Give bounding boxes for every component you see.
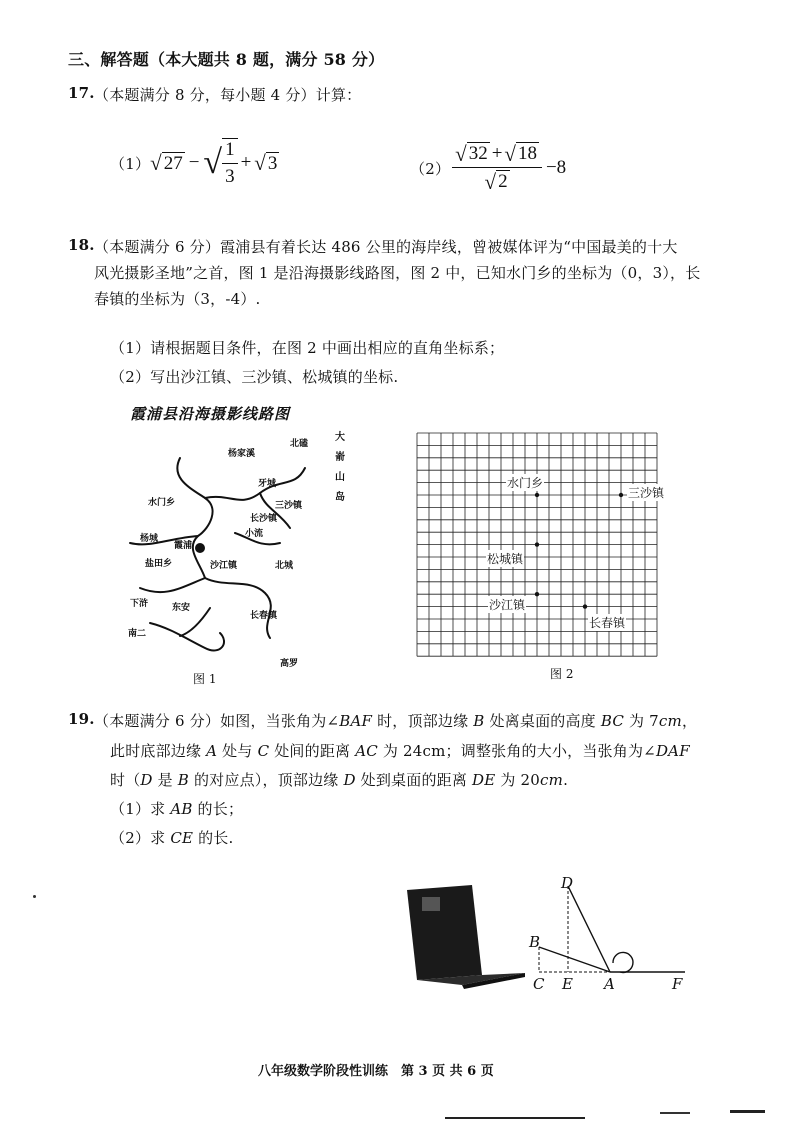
grid-point-changchun	[583, 604, 587, 608]
q17-number: 17.	[68, 84, 95, 102]
q19-sub1: （1）求 AB 的长；	[110, 800, 244, 818]
grid-point-shajiang	[535, 592, 539, 596]
map-title: 霞浦县沿海摄影线路图	[130, 405, 291, 423]
q18-sub1: （1）请根据题目条件，在图 2 中画出相应的直角坐标系；	[110, 339, 505, 357]
point-label-C: C	[533, 975, 545, 993]
q17-part1: （1） √ 27 − √ $\frac{1}{3}$ + √ 3	[110, 139, 278, 187]
grid-label-shajiang: 沙江镇	[489, 598, 526, 612]
q17-part2-label: （2）	[410, 159, 451, 178]
map-side-label: 大嵛山岛	[335, 432, 345, 503]
q18-line2: 风光摄影圣地”之首，图 1 是沿海摄影线路图，图 2 中，已知水门乡的坐标为（0，3），长	[94, 264, 701, 282]
q19-number: 19.	[68, 710, 95, 728]
q19-sub2: （2）求 CE 的长.	[110, 829, 234, 847]
q17-part2-fraction: √ 32 + √ 18 √ 2	[452, 142, 542, 195]
point-label-A: A	[604, 975, 615, 993]
scan-edge-mark-2	[730, 1110, 765, 1113]
map-city-dot	[195, 543, 205, 553]
q18-line1: （本题满分 6 分）霞浦县有着长达 486 公里的海岸线，曾被媒体评为“中国最美的十大	[94, 238, 678, 256]
q19-line1: （本题满分 6 分）如图，当张角为∠BAF 时，顶部边缘 B 处离桌面的高度 BC 为 7cm，	[94, 712, 698, 730]
grid-label-changchun: 长春镇	[589, 616, 626, 630]
point-label-D: D	[561, 874, 574, 892]
q19-line2: 此时底部边缘 A 处与 C 处间的距离 AC 为 24cm；调整张角的大小，当张角为∠DAF	[110, 742, 690, 760]
scan-edge-mark	[660, 1112, 690, 1114]
figure-1-map: 霞浦县沿海摄影线路图 大嵛山岛 北磕 杨家溪 牙城 水门乡 三沙镇 长沙镇 小流 杨城 霞浦 盐田乡 沙江镇 北城 下浒 东安 长春镇 南二 高罗 图 1	[110, 398, 360, 688]
q17-header: （本题满分 8 分，每小题 4 分）计算：	[94, 86, 362, 104]
q17-part2: （2） √ 32 + √ 18 √ 2 −8	[410, 141, 567, 194]
grid-label-sansha: 三沙镇	[628, 486, 665, 500]
q19-line3: 时（D 是 B 的对应点），顶部边缘 D 处到桌面的距离 DE 为 20cm.	[110, 771, 569, 789]
q18-number: 18.	[68, 236, 95, 254]
sqrt-one-third: √ $\frac{1}{3}$	[203, 138, 237, 188]
q18-line3: 春镇的坐标为（3，-4）.	[94, 290, 261, 308]
grid-point-songcheng	[535, 542, 539, 546]
scan-speck	[33, 895, 36, 898]
laptop-photo	[402, 885, 527, 995]
figure-2-caption: 图 2	[550, 667, 574, 681]
figure-1-caption: 图 1	[193, 672, 217, 686]
point-label-B: B	[529, 933, 541, 951]
section-title: 三、解答题（本大题共 8 题，满分 58 分）	[68, 50, 385, 69]
scan-edge-line	[445, 1117, 585, 1119]
point-label-E: E	[562, 975, 573, 993]
grid-label-songcheng: 松城镇	[487, 552, 524, 566]
sqrt-27: √ 27	[150, 151, 183, 176]
point-label-F: F	[672, 975, 683, 993]
grid-point-shuimen	[535, 493, 539, 497]
sqrt-3: √ 3	[254, 151, 278, 176]
q17-part1-label: （1）	[110, 154, 151, 173]
page-footer: 八年级数学阶段性训练 第 3 页 共 6 页	[258, 1064, 494, 1079]
grid-point-sansha	[619, 493, 623, 497]
q18-sub2: （2）写出沙江镇、三沙镇、松城镇的坐标.	[110, 368, 399, 386]
grid-label-shuimen: 水门乡	[507, 476, 544, 490]
angle-arc	[613, 952, 633, 972]
